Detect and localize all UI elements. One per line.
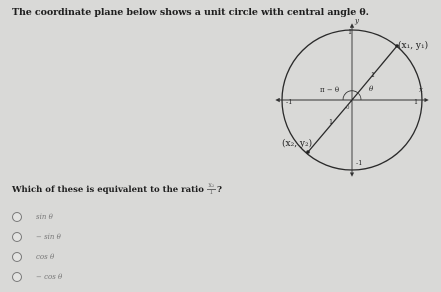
point-2-label: (x₂, y₂)	[282, 139, 313, 149]
option-neg-sin-theta[interactable]	[12, 227, 62, 247]
angle-pi-minus-theta-label: π − θ	[320, 86, 340, 94]
question-text-before: Which of these is equivalent to the ratio	[12, 184, 204, 195]
fraction-numerator: x₂	[208, 182, 215, 189]
radius-1-label: 1	[371, 71, 376, 79]
tick-right-label: 1	[414, 98, 419, 106]
angle-theta-label: θ	[369, 85, 374, 93]
point-2-marker	[306, 150, 310, 154]
option-label: sin θ	[36, 213, 53, 221]
radio-button[interactable]	[12, 272, 22, 282]
option-label: − cos θ	[36, 273, 63, 281]
question-text-after: ?	[216, 184, 222, 195]
option-label: cos θ	[36, 253, 55, 261]
radio-button[interactable]	[12, 232, 22, 242]
ratio-fraction	[207, 183, 216, 196]
point-1-label: (x₁, y₁)	[398, 41, 429, 51]
x-axis-label: x	[419, 86, 423, 94]
option-label: − sin θ	[36, 233, 61, 241]
fraction-denominator: 1	[209, 189, 214, 196]
y-axis-label: y	[355, 17, 359, 25]
option-cos-theta[interactable]	[12, 247, 62, 267]
origin-label: 0	[346, 105, 350, 111]
prompt-text: The coordinate plane below shows a unit circle with central angle θ.	[12, 7, 369, 18]
radius-2-label: 1	[329, 118, 334, 126]
tick-bottom-label: -1	[356, 159, 363, 167]
radio-button[interactable]	[12, 212, 22, 222]
answer-options	[12, 207, 62, 287]
radio-button[interactable]	[12, 252, 22, 262]
option-neg-cos-theta[interactable]	[12, 267, 62, 287]
angle-arc-theta	[358, 93, 361, 100]
question-text	[12, 183, 222, 196]
tick-top-label: 1	[348, 28, 353, 36]
option-sin-theta[interactable]	[12, 207, 62, 227]
tick-left-label: -1	[286, 98, 293, 106]
